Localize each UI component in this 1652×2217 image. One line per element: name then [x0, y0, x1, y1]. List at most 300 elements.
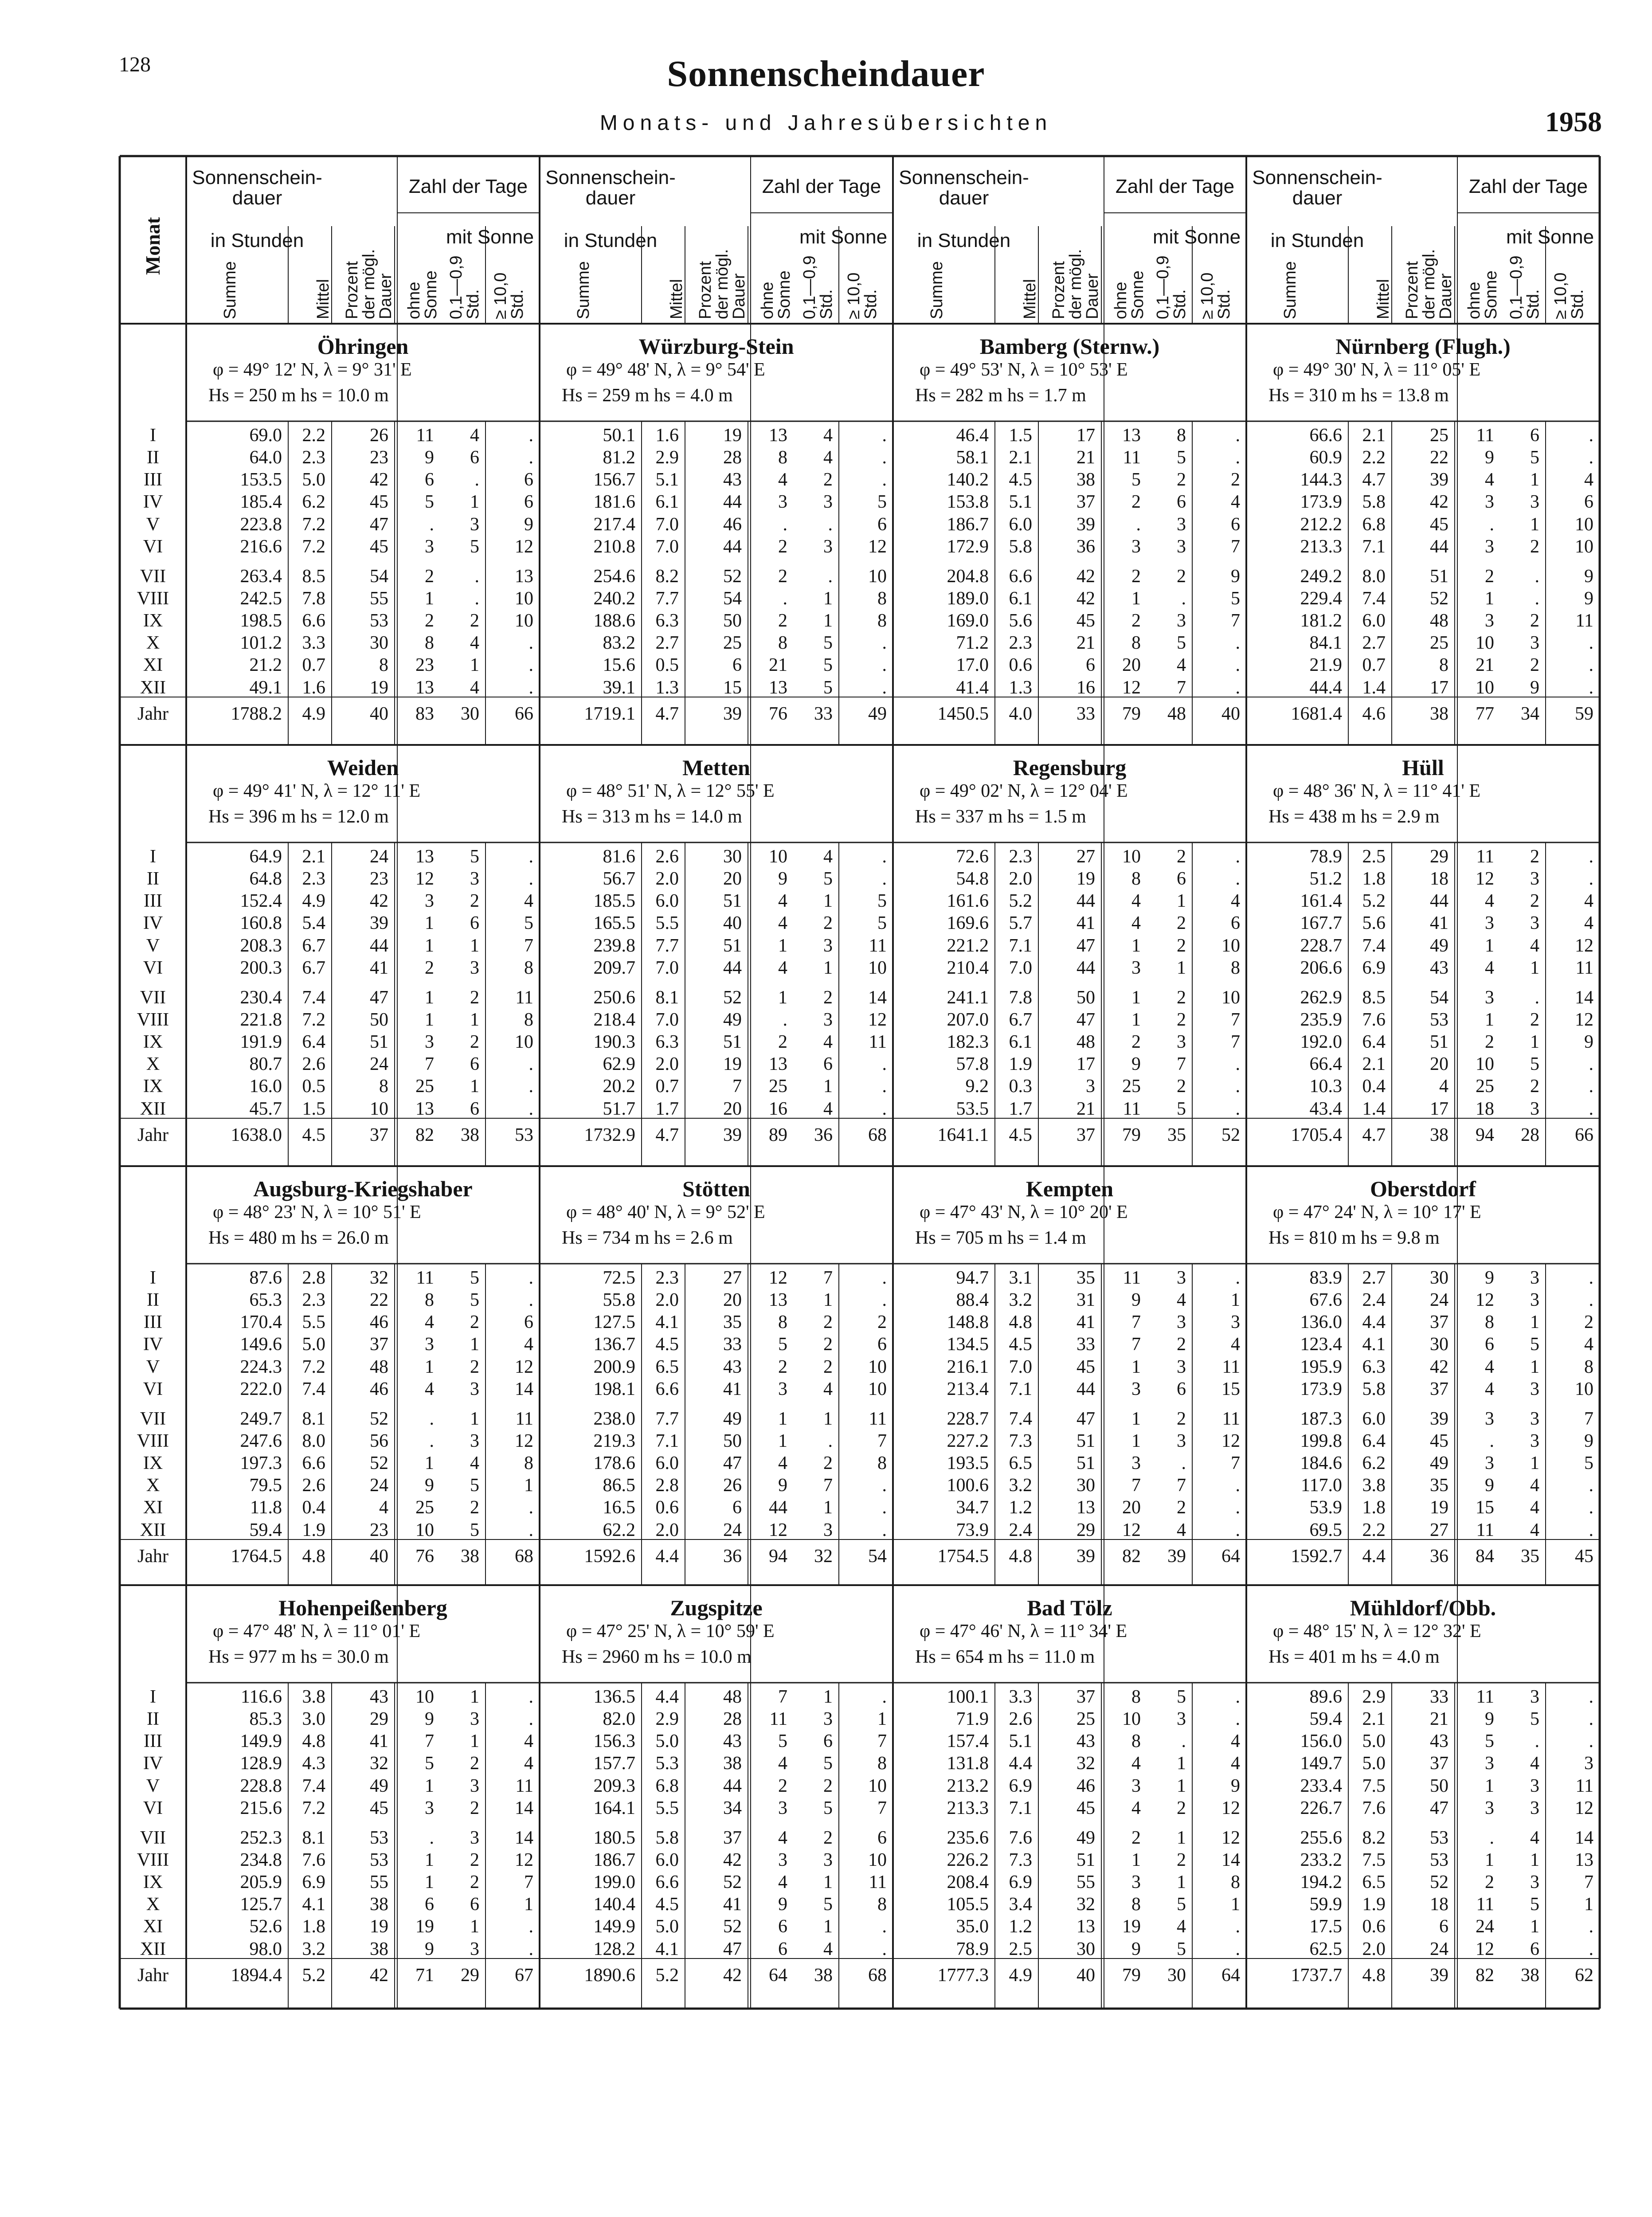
station-coordinates: φ = 47° 24' N, λ = 10° 17' E	[1273, 1202, 1481, 1222]
data-cell: 7.1	[1009, 1798, 1032, 1818]
data-cell: .	[1181, 1453, 1186, 1473]
data-cell: 6.0	[655, 1453, 679, 1473]
data-cell: 5.8	[1009, 537, 1032, 557]
data-cell: 6.9	[302, 1872, 325, 1892]
data-cell: 13	[1077, 1916, 1095, 1937]
data-cell: .	[528, 447, 533, 468]
station-altitude: Hs = 310 m hs = 13.8 m	[1268, 385, 1449, 406]
data-cell: 83.2	[603, 633, 635, 653]
data-cell: 83.9	[1309, 1268, 1342, 1288]
data-cell: 6	[1177, 869, 1186, 889]
data-cell: 229.4	[1300, 588, 1342, 609]
data-cell: 48	[723, 1687, 742, 1707]
data-cell: 1	[1530, 514, 1539, 535]
data-cell: 1	[1530, 958, 1539, 978]
data-cell: 2.3	[1009, 846, 1032, 867]
data-cell: 5	[1485, 1731, 1494, 1751]
data-cell: 49	[868, 704, 887, 724]
station-name: Metten	[682, 755, 750, 780]
data-cell: 2	[823, 913, 833, 933]
data-cell: 12	[1575, 936, 1593, 956]
data-cell: 228.7	[947, 1409, 989, 1429]
data-cell: 8	[1231, 958, 1240, 978]
data-cell: 43	[1430, 958, 1448, 978]
data-cell: 53	[370, 611, 388, 631]
data-cell: 1	[1485, 1850, 1494, 1870]
data-cell: 1.3	[655, 678, 679, 698]
data-cell: 39	[1430, 1409, 1448, 1429]
data-cell: 52	[723, 987, 742, 1008]
data-cell: 51	[723, 1032, 742, 1052]
data-cell: 136.0	[1300, 1312, 1342, 1332]
data-cell: 2	[823, 987, 833, 1008]
data-cell: 1	[1131, 1409, 1141, 1429]
data-cell: 1	[1485, 936, 1494, 956]
data-cell: 55	[370, 1872, 388, 1892]
data-cell: 5	[470, 1475, 479, 1496]
data-cell: 8	[778, 447, 787, 468]
data-cell: 1	[1231, 1894, 1240, 1915]
data-cell: 37	[370, 1334, 388, 1355]
data-cell: 8	[379, 655, 388, 675]
data-cell: 199.8	[1300, 1431, 1342, 1451]
data-cell: .	[1589, 1731, 1593, 1751]
station-name: Weiden	[327, 755, 399, 780]
data-cell: 10	[1575, 514, 1593, 535]
data-cell: .	[1589, 1054, 1593, 1074]
data-cell: 10	[868, 1379, 887, 1399]
data-cell: 241.1	[947, 987, 989, 1008]
data-cell: 3	[470, 1939, 479, 1959]
data-cell: 12	[415, 869, 434, 889]
data-cell: 5	[1530, 1054, 1539, 1074]
month-label: IX	[143, 1453, 163, 1473]
data-cell: 21	[1476, 655, 1494, 675]
data-cell: 7	[1231, 537, 1240, 557]
data-cell: .	[1235, 447, 1240, 468]
data-cell: 12	[769, 1520, 787, 1540]
subheader-mittel: Mittel	[1021, 279, 1039, 319]
station-altitude: Hs = 438 m hs = 2.9 m	[1268, 807, 1440, 827]
data-cell: 5.1	[1009, 492, 1032, 512]
data-cell: 19	[415, 1916, 434, 1937]
data-cell: 83	[415, 704, 434, 724]
data-cell: 4	[778, 1828, 787, 1848]
data-cell: 12	[1575, 1798, 1593, 1818]
data-cell: 46	[723, 514, 742, 535]
mit-sonne-header: mit Sonne	[1152, 226, 1241, 248]
data-cell: 3	[1131, 958, 1141, 978]
data-cell: 1	[778, 936, 787, 956]
month-label: Jahr	[137, 704, 168, 724]
data-cell: 45.7	[249, 1099, 282, 1119]
data-cell: 7	[1231, 611, 1240, 631]
data-cell: 38	[1430, 1125, 1448, 1145]
data-cell: 193.5	[947, 1453, 989, 1473]
data-cell: 7.1	[1362, 537, 1386, 557]
data-cell: 1	[1485, 1776, 1494, 1796]
data-cell: 4.4	[1009, 1753, 1032, 1774]
data-cell: 39	[723, 1125, 742, 1145]
data-cell: 5	[778, 1334, 787, 1355]
data-cell: 3	[1584, 1753, 1593, 1774]
data-cell: 64	[769, 1965, 787, 1986]
data-cell: 2.5	[1009, 1939, 1032, 1959]
data-cell: .	[528, 1497, 533, 1518]
data-cell: 7	[877, 1731, 887, 1751]
tage-header: Zahl der Tage	[1468, 176, 1588, 197]
data-cell: 3.8	[1362, 1475, 1386, 1496]
data-cell: 15	[723, 678, 742, 698]
data-cell: 9	[1131, 1939, 1141, 1959]
data-cell: 89.6	[1309, 1687, 1342, 1707]
data-cell: .	[1589, 1916, 1593, 1937]
data-cell: 221.8	[240, 1010, 282, 1030]
data-cell: 9	[1584, 1431, 1593, 1451]
data-cell: 49	[723, 1409, 742, 1429]
data-cell: 2	[1485, 1872, 1494, 1892]
data-cell: 79	[1122, 1125, 1141, 1145]
data-cell: 11	[416, 425, 434, 446]
data-cell: 6	[877, 514, 887, 535]
data-cell: 58.1	[956, 447, 989, 468]
data-cell: 14	[1575, 987, 1593, 1008]
data-cell: 8	[778, 1312, 787, 1332]
station-coordinates: φ = 48° 15' N, λ = 12° 32' E	[1273, 1621, 1481, 1641]
data-cell: 5	[470, 1520, 479, 1540]
data-cell: 4.4	[655, 1546, 679, 1567]
data-cell: 4	[778, 958, 787, 978]
data-cell: 213.2	[947, 1776, 989, 1796]
data-cell: 42	[723, 1850, 742, 1870]
month-label: IX	[143, 1872, 163, 1892]
data-cell: 5	[1530, 1709, 1539, 1729]
data-cell: 1777.3	[937, 1965, 989, 1986]
data-cell: 82	[1122, 1546, 1141, 1567]
data-cell: 48	[1077, 1032, 1095, 1052]
data-cell: 5.2	[1009, 891, 1032, 911]
data-cell: 2	[778, 1357, 787, 1377]
data-cell: 1.9	[1362, 1894, 1386, 1915]
data-cell: 5.8	[1362, 1379, 1386, 1399]
data-cell: 3	[1530, 1379, 1539, 1399]
data-cell: 11	[1575, 611, 1593, 631]
data-cell: 2	[823, 1312, 833, 1332]
data-cell: 169.0	[947, 611, 989, 631]
data-cell: .	[1589, 1520, 1593, 1540]
data-cell: 4.7	[655, 1125, 679, 1145]
data-cell: 7.2	[302, 537, 325, 557]
subheader-range1: 0,1—0,9 Std.	[1154, 255, 1189, 319]
data-cell: 9	[1485, 1709, 1494, 1729]
data-cell: 1	[778, 1409, 787, 1429]
data-cell: 228.8	[240, 1776, 282, 1796]
month-label: VI	[143, 1798, 163, 1818]
data-cell: 7	[1231, 1010, 1240, 1030]
data-cell: 0.3	[1009, 1076, 1032, 1097]
data-cell: 157.4	[947, 1731, 989, 1751]
data-cell: 59.4	[249, 1520, 282, 1540]
data-cell: 11	[769, 1709, 787, 1729]
data-cell: 50	[723, 1431, 742, 1451]
data-cell: 223.8	[240, 514, 282, 535]
month-label: VII	[140, 566, 166, 587]
data-cell: 216.1	[947, 1357, 989, 1377]
data-cell: 4.7	[1362, 470, 1386, 490]
data-cell: .	[429, 1431, 434, 1451]
data-cell: 5	[1131, 470, 1141, 490]
data-cell: 5	[823, 655, 833, 675]
data-cell: 4	[1485, 470, 1494, 490]
data-cell: 6.3	[655, 611, 679, 631]
data-cell: 3	[470, 1776, 479, 1796]
data-cell: .	[528, 1099, 533, 1119]
data-cell: 4	[1231, 1731, 1240, 1751]
data-cell: 5.5	[655, 913, 679, 933]
data-cell: 51	[370, 1032, 388, 1052]
data-cell: 1.6	[655, 425, 679, 446]
station-name: Würzburg-Stein	[638, 334, 794, 359]
data-cell: 6	[778, 1939, 787, 1959]
data-cell: 52	[1221, 1125, 1240, 1145]
data-cell: 6	[524, 492, 533, 512]
data-cell: .	[882, 1497, 887, 1518]
data-cell: 3	[1530, 1687, 1539, 1707]
data-cell: 12	[868, 1010, 887, 1030]
data-cell: 71	[415, 1965, 434, 1986]
data-cell: 181.6	[593, 492, 635, 512]
data-cell: .	[1235, 1709, 1240, 1729]
data-cell: 7.7	[655, 588, 679, 609]
data-cell: 51.7	[603, 1099, 635, 1119]
data-cell: 3	[1177, 611, 1186, 631]
data-cell: 2	[1177, 936, 1186, 956]
data-cell: 7.0	[655, 958, 679, 978]
data-cell: 3	[1177, 1431, 1186, 1451]
month-label: Jahr	[137, 1125, 168, 1145]
data-cell: 4	[1177, 1290, 1186, 1310]
data-cell: 10	[868, 566, 887, 587]
data-cell: 29	[1077, 1520, 1095, 1540]
data-cell: .	[1136, 514, 1141, 535]
data-cell: 10	[868, 1776, 887, 1796]
data-cell: 5.0	[655, 1916, 679, 1937]
data-cell: 46	[370, 1312, 388, 1332]
data-cell: 2	[1177, 1010, 1186, 1030]
data-cell: 5.0	[302, 1334, 325, 1355]
data-cell: 1	[778, 1431, 787, 1451]
data-cell: 4	[470, 1453, 479, 1473]
data-cell: 3	[1086, 1076, 1095, 1097]
station-altitude: Hs = 313 m hs = 14.0 m	[562, 807, 742, 827]
data-cell: 6.9	[1009, 1872, 1032, 1892]
data-cell: 82	[1476, 1965, 1494, 1986]
data-cell: 5	[470, 846, 479, 867]
data-cell: 1	[425, 987, 434, 1008]
data-cell: .	[429, 1409, 434, 1429]
page-subtitle: Monats- und Jahresübersichten	[599, 111, 1053, 135]
data-cell: 5.6	[1362, 913, 1386, 933]
data-cell: 66	[1575, 1125, 1593, 1145]
data-cell: 25	[1122, 1076, 1141, 1097]
mit-sonne-header: mit Sonne	[1506, 226, 1594, 248]
data-cell: 2	[823, 1453, 833, 1473]
month-label: XII	[140, 1939, 166, 1959]
data-cell: 212.2	[1300, 514, 1342, 535]
subheader-range2: ≥ 10,0 Std.	[1198, 272, 1233, 319]
data-cell: 4.3	[302, 1753, 325, 1774]
data-cell: 5	[877, 913, 887, 933]
data-cell: 2	[470, 1312, 479, 1332]
station-name: Stötten	[682, 1176, 750, 1201]
data-cell: 6	[823, 1054, 833, 1074]
data-cell: 208.4	[947, 1872, 989, 1892]
data-cell: 6.1	[655, 492, 679, 512]
data-cell: 1	[778, 987, 787, 1008]
data-cell: 4.8	[302, 1546, 325, 1567]
data-cell: 5.2	[302, 1965, 325, 1986]
data-cell: 153.8	[947, 492, 989, 512]
data-cell: .	[474, 566, 479, 587]
data-cell: 4	[1530, 1497, 1539, 1518]
data-cell: .	[1535, 566, 1539, 587]
data-cell: 219.3	[593, 1431, 635, 1451]
data-cell: 12	[1476, 1290, 1494, 1310]
data-cell: 8	[1131, 633, 1141, 653]
data-cell: 44	[723, 537, 742, 557]
month-label: X	[146, 1475, 160, 1496]
data-cell: 5.2	[1362, 891, 1386, 911]
data-cell: 7	[524, 1872, 533, 1892]
data-cell: 35	[1521, 1546, 1539, 1567]
data-cell: 11	[1123, 1099, 1141, 1119]
data-cell: 149.6	[240, 1334, 282, 1355]
data-cell: 8	[1131, 1731, 1141, 1751]
data-cell: 12	[1476, 1939, 1494, 1959]
data-cell: 2	[1131, 611, 1141, 631]
data-cell: 8.0	[1362, 566, 1386, 587]
data-cell: 4	[1584, 470, 1593, 490]
data-cell: 2.0	[655, 869, 679, 889]
data-cell: 2	[1530, 655, 1539, 675]
data-cell: 23	[415, 655, 434, 675]
data-cell: 4	[470, 678, 479, 698]
data-cell: 5	[778, 1731, 787, 1751]
data-cell: 7.6	[1009, 1828, 1032, 1848]
month-label: IV	[143, 1753, 163, 1774]
monat-header: Monat	[141, 217, 164, 275]
data-cell: 1	[1530, 470, 1539, 490]
data-cell: 2	[425, 566, 434, 587]
data-cell: 1.6	[302, 678, 325, 698]
data-cell: 7.7	[655, 1409, 679, 1429]
subheader-prozent: Prozent der mögl. Dauer	[343, 249, 395, 319]
data-cell: 4	[823, 425, 833, 446]
data-cell: 5.5	[655, 1798, 679, 1818]
data-cell: 2.1	[1362, 1709, 1386, 1729]
data-cell: 23	[370, 869, 388, 889]
data-cell: 208.3	[240, 936, 282, 956]
data-cell: 127.5	[593, 1312, 635, 1332]
tage-header: Zahl der Tage	[408, 176, 528, 197]
station-coordinates: φ = 47° 46' N, λ = 11° 34' E	[920, 1621, 1127, 1641]
data-cell: 7	[732, 1076, 742, 1097]
data-cell: 25	[1430, 425, 1448, 446]
data-cell: 7.2	[302, 1798, 325, 1818]
data-cell: 6	[1086, 655, 1095, 675]
data-cell: 4.4	[655, 1687, 679, 1707]
data-cell: 48	[1430, 611, 1448, 631]
data-cell: 40	[723, 913, 742, 933]
month-label: IV	[143, 492, 163, 512]
data-cell: 235.6	[947, 1828, 989, 1848]
data-cell: .	[528, 1709, 533, 1729]
data-cell: 3.2	[302, 1939, 325, 1959]
data-cell: 152.4	[240, 891, 282, 911]
data-cell: 1	[823, 958, 833, 978]
data-cell: 7.1	[1009, 1379, 1032, 1399]
data-cell: 11	[1476, 425, 1494, 446]
month-label: III	[144, 1731, 162, 1751]
data-cell: 2	[823, 470, 833, 490]
data-cell: 1764.5	[231, 1546, 282, 1567]
data-cell: 2.9	[1362, 1687, 1386, 1707]
data-cell: 1	[1530, 1850, 1539, 1870]
data-cell: 1	[1177, 1776, 1186, 1796]
data-cell: 1.4	[1362, 1099, 1386, 1119]
data-cell: 1.9	[1009, 1054, 1032, 1074]
month-label: VII	[140, 1828, 166, 1848]
data-cell: 3.1	[1009, 1268, 1032, 1288]
data-cell: 5	[1584, 1453, 1593, 1473]
month-label: IV	[143, 913, 163, 933]
data-cell: 39.1	[603, 678, 635, 698]
data-cell: 47	[370, 987, 388, 1008]
data-cell: 4	[1584, 1334, 1593, 1355]
data-cell: 190.3	[593, 1032, 635, 1052]
subheader-summe: Summe	[221, 261, 239, 319]
data-cell: 62.5	[1309, 1939, 1342, 1959]
data-cell: 6	[823, 1731, 833, 1751]
data-cell: 2.3	[655, 1268, 679, 1288]
data-cell: 185.5	[593, 891, 635, 911]
data-cell: 10	[868, 958, 887, 978]
data-cell: 3	[1530, 1099, 1539, 1119]
data-cell: 45	[370, 1798, 388, 1818]
data-cell: 51	[1077, 1431, 1095, 1451]
data-cell: 5	[877, 891, 887, 911]
data-cell: 25	[1077, 1709, 1095, 1729]
data-cell: 9	[1131, 1290, 1141, 1310]
data-cell: 0.7	[302, 655, 325, 675]
data-cell: 86.5	[603, 1475, 635, 1496]
data-cell: .	[882, 1054, 887, 1074]
data-cell: 7.0	[655, 1010, 679, 1030]
data-cell: 1	[823, 588, 833, 609]
data-cell: 1450.5	[937, 704, 989, 724]
data-cell: 82	[415, 1125, 434, 1145]
month-label: VI	[143, 1379, 163, 1399]
data-cell: 69.5	[1309, 1520, 1342, 1540]
data-cell: 3.2	[1009, 1290, 1032, 1310]
data-cell: 6.5	[1009, 1453, 1032, 1473]
data-cell: 1737.7	[1291, 1965, 1342, 1986]
data-cell: 235.9	[1300, 1010, 1342, 1030]
data-cell: 44.4	[1309, 678, 1342, 698]
data-cell: 39	[723, 704, 742, 724]
data-cell: 4	[379, 1497, 388, 1518]
data-cell: 3	[1530, 1431, 1539, 1451]
